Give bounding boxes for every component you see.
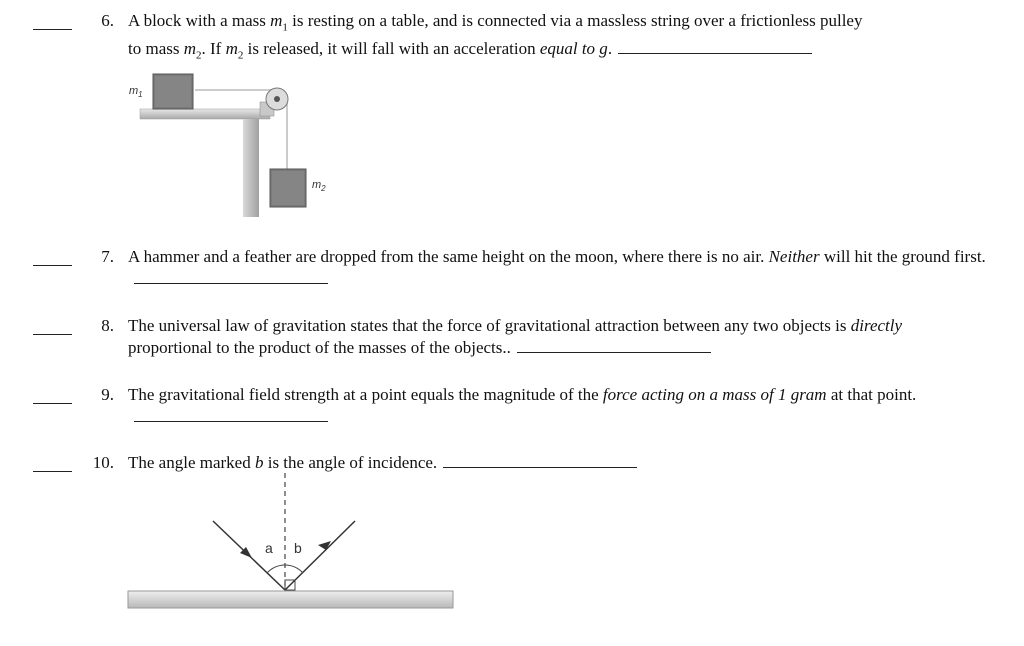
answer-blank[interactable] — [443, 453, 637, 468]
question-text: A hammer and a feather are dropped from the same height on the moon, where there is no air. Neither will hit the ground first. — [128, 246, 988, 290]
question-text: The gravitational field strength at a point equals the magnitude of the force acting on a mass of 1 gram at that point. — [128, 384, 988, 428]
true-false-blank[interactable] — [33, 265, 72, 266]
question-number: 10. — [92, 453, 114, 472]
question-text: A block with a mass $m_1$ is resting on a table, and is connected via a massless string over a frictionless pulley to mass $m_2$. If $m_2$ is released, it will fall with an acceleration equal to g. — [128, 11, 863, 62]
reflected-arrow — [318, 541, 331, 550]
true-false-blank[interactable] — [33, 471, 72, 472]
table-top — [140, 109, 270, 119]
m1-label: $m_1$ — [129, 85, 143, 99]
angle-arc-a — [267, 565, 285, 573]
angle-b-label: b — [294, 540, 302, 556]
answer-blank[interactable] — [134, 407, 328, 422]
answer-blank[interactable] — [134, 269, 328, 284]
reflecting-surface — [128, 591, 453, 608]
question-number: 6. — [101, 11, 114, 30]
question-number: 8. — [101, 316, 114, 335]
question-text: The universal law of gravitation states that the force of gravitational attraction between any two objects is directly proportional to the product of the masses of the objects.. — [128, 316, 903, 357]
true-false-blank[interactable] — [33, 334, 72, 335]
true-false-blank[interactable] — [33, 403, 72, 404]
reflection-diagram — [120, 470, 465, 615]
table-leg — [243, 119, 259, 217]
answer-blank[interactable] — [517, 338, 711, 353]
pulley-axle — [274, 96, 280, 102]
m2-label: $m_2$ — [312, 179, 326, 193]
answer-blank[interactable] — [618, 39, 812, 54]
question-number: 7. — [101, 247, 114, 266]
angle-arc-b — [285, 565, 303, 573]
true-false-blank[interactable] — [33, 29, 72, 30]
question-text: The angle marked b is the angle of incidence. — [128, 452, 988, 474]
pulley-diagram — [120, 68, 350, 220]
question-number: 9. — [101, 385, 114, 404]
angle-a-label: a — [265, 540, 273, 556]
